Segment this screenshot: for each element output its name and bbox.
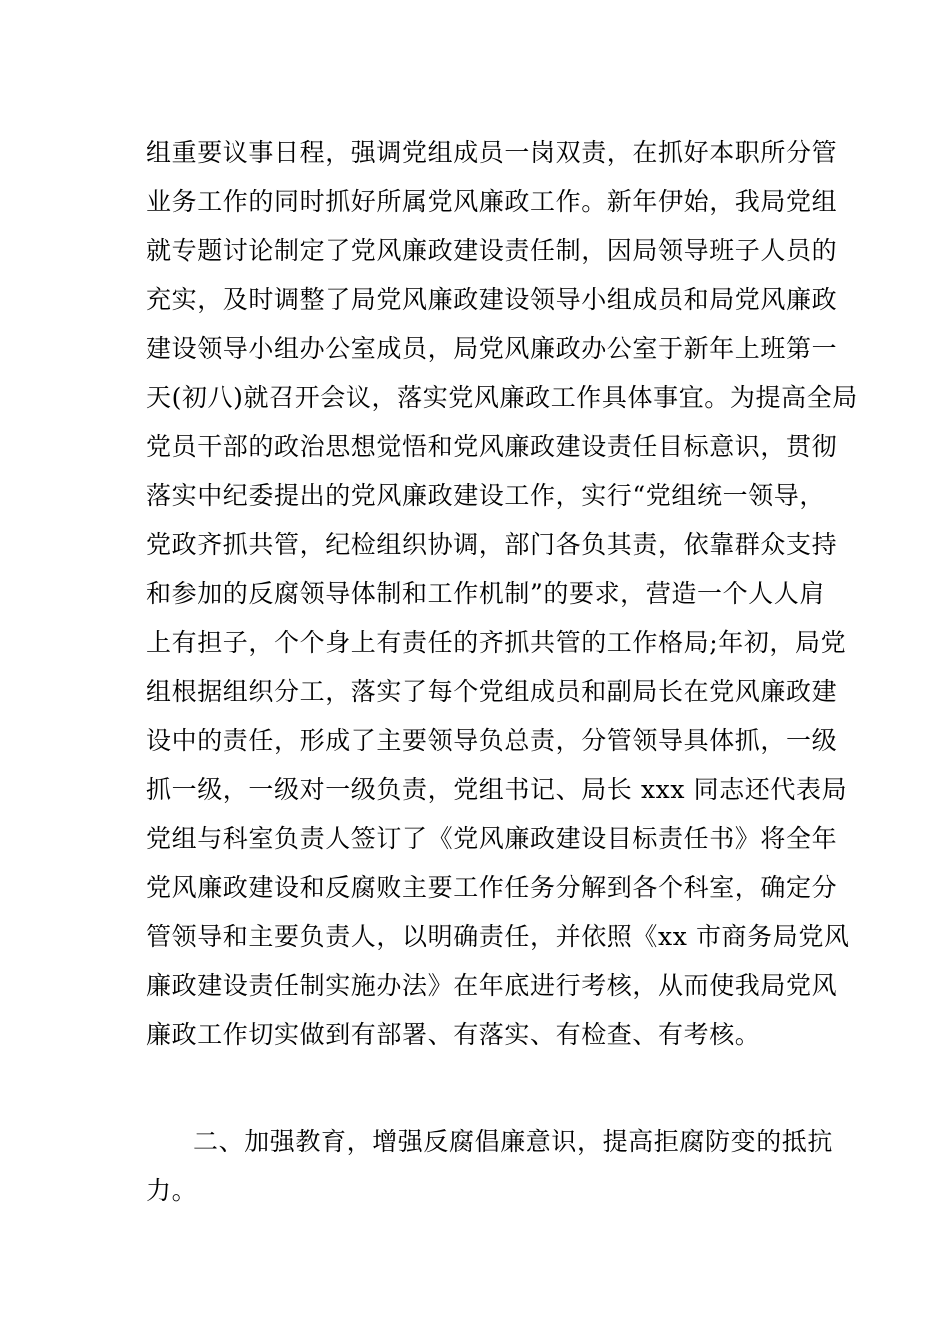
text-line: 党风廉政建设和反腐败主要工作任务分解到各个科室，确定分: [146, 873, 838, 902]
text-line: 组重要议事日程，强调党组成员一岗双责，在抓好本职所分管: [146, 138, 838, 167]
heading-line: 力。: [146, 1176, 198, 1205]
text-line: 设中的责任，形成了主要领导负总责，分管领导具体抓，一级: [146, 726, 838, 755]
text-line: 党政齐抓共管，纪检组织协调，部门各负其责，依靠群众支持: [146, 530, 838, 559]
text-line: 落实中纪委提出的党风廉政建设工作，实行“党组统一领导，: [146, 481, 825, 510]
text-line: 业务工作的同时抓好所属党风廉政工作。新年伊始，我局党组: [146, 187, 838, 216]
text-line: 建设领导小组办公室成员，局党风廉政办公室于新年上班第一: [146, 334, 838, 363]
text-line: 充实，及时调整了局党风廉政建设领导小组成员和局党风廉政: [146, 285, 838, 314]
text-line: 上有担子，个个身上有责任的齐抓共管的工作格局;年初，局党: [146, 628, 847, 657]
text-line: 就专题讨论制定了党风廉政建设责任制，因局领导班子人员的: [146, 236, 838, 265]
text-line: 抓一级，一级对一级负责，党组书记、局长 xxx 同志还代表局: [146, 775, 848, 804]
text-line: 党组与科室负责人签订了《党风廉政建设目标责任书》将全年: [146, 824, 838, 853]
text-line: 组根据组织分工，落实了每个党组成员和副局长在党风廉政建: [146, 677, 838, 706]
text-line: 和参加的反腐领导体制和工作机制”的要求，营造一个人人肩: [146, 579, 825, 608]
text-line: 管领导和主要负责人，以明确责任，并依照《xx 市商务局党风: [146, 922, 850, 951]
text-line: 党员干部的政治思想觉悟和党风廉政建设责任目标意识，贯彻: [146, 432, 838, 461]
text-line: 廉政工作切实做到有部署、有落实、有检查、有考核。: [146, 1020, 761, 1049]
heading-line: 二、加强教育，增强反腐倡廉意识，提高拒腐防变的抵抗: [193, 1127, 834, 1156]
text-line: 天(初八)就召开会议，落实党风廉政工作具体事宜。为提高全局: [146, 383, 858, 412]
text-line: 廉政建设责任制实施办法》在年底进行考核，从而使我局党风: [146, 971, 838, 1000]
